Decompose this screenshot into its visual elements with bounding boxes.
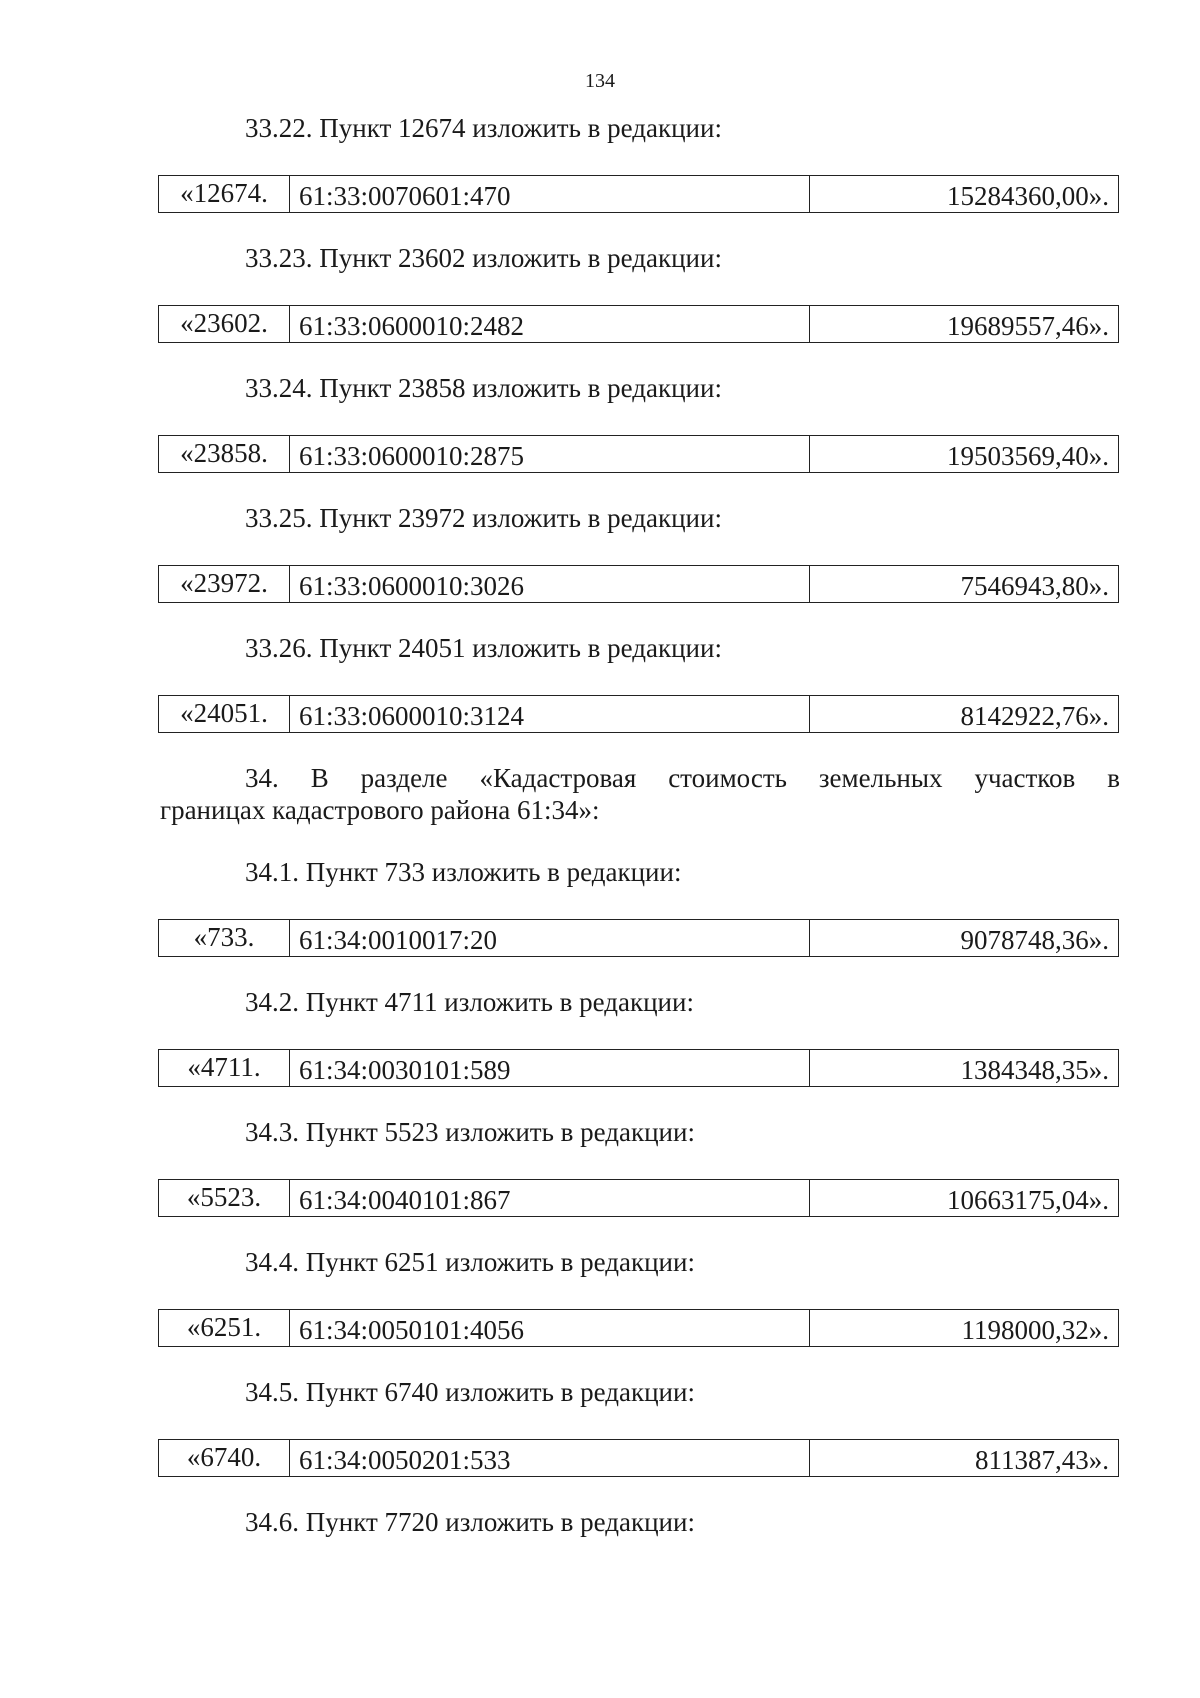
amendment-block xyxy=(160,856,1120,957)
amendment-block xyxy=(160,372,1120,473)
amendment-heading: 33.25. Пункт 23972 изложить в редакции: xyxy=(245,503,722,533)
cadastral-value: 19503569,40». xyxy=(810,436,1119,473)
amendment-block xyxy=(160,112,1120,213)
cadastral-number: 61:33:0600010:3124 xyxy=(290,696,810,733)
cadastral-number: 61:34:0050101:4056 xyxy=(290,1310,810,1347)
cadastral-value: 19689557,46». xyxy=(810,306,1119,343)
amendment-heading: 34.3. Пункт 5523 изложить в редакции: xyxy=(245,1117,695,1147)
amendment-table xyxy=(158,435,1119,473)
page-number: 134 xyxy=(585,70,615,92)
cadastral-number: 61:34:0040101:867 xyxy=(290,1180,810,1217)
item-number: «4711. xyxy=(159,1050,290,1087)
amendment-table xyxy=(158,305,1119,343)
item-number: «23602. xyxy=(159,306,290,343)
table-row xyxy=(159,920,1119,957)
item-number: «733. xyxy=(159,920,290,957)
amendment-heading: 33.22. Пункт 12674 изложить в редакции: xyxy=(245,113,722,143)
amendment-heading: 33.23. Пункт 23602 изложить в редакции: xyxy=(245,243,722,273)
table-row xyxy=(159,1180,1119,1217)
table-row xyxy=(159,436,1119,473)
amendment-table xyxy=(158,1309,1119,1347)
amendment-table xyxy=(158,919,1119,957)
cadastral-value: 10663175,04». xyxy=(810,1180,1119,1217)
item-number: «24051. xyxy=(159,696,290,733)
cadastral-value: 1198000,32». xyxy=(810,1310,1119,1347)
amendment-block xyxy=(160,632,1120,733)
amendment-heading: 34.6. Пункт 7720 изложить в редакции: xyxy=(245,1507,695,1537)
amendment-table xyxy=(158,1049,1119,1087)
amendment-heading: 34.5. Пункт 6740 изложить в редакции: xyxy=(245,1377,695,1407)
amendment-heading: 33.26. Пункт 24051 изложить в редакции: xyxy=(245,633,722,663)
amendment-table xyxy=(158,1439,1119,1477)
cadastral-number: 61:33:0600010:2482 xyxy=(290,306,810,343)
document-body xyxy=(160,112,1120,1538)
item-number: «23972. xyxy=(159,566,290,603)
section-34-line-1: 34. В разделе «Кадастровая стоимость земельных участков в xyxy=(245,763,1120,793)
cadastral-number: 61:33:0070601:470 xyxy=(290,176,810,213)
cadastral-number: 61:33:0600010:3026 xyxy=(290,566,810,603)
amendment-block xyxy=(160,986,1120,1087)
table-row xyxy=(159,1310,1119,1347)
amendment-table xyxy=(158,1179,1119,1217)
cadastral-value: 1384348,35». xyxy=(810,1050,1119,1087)
cadastral-value: 7546943,80». xyxy=(810,566,1119,603)
amendment-table xyxy=(158,175,1119,213)
table-row xyxy=(159,1440,1119,1477)
cadastral-number: 61:34:0010017:20 xyxy=(290,920,810,957)
table-row xyxy=(159,1050,1119,1087)
cadastral-number: 61:33:0600010:2875 xyxy=(290,436,810,473)
section-34-line-2: границах кадастрового района 61:34»: xyxy=(160,795,600,825)
item-number: «5523. xyxy=(159,1180,290,1217)
amendment-block xyxy=(160,502,1120,603)
amendment-block xyxy=(160,1246,1120,1347)
table-row xyxy=(159,176,1119,213)
amendment-block xyxy=(160,1376,1120,1477)
amendment-heading: 34.4. Пункт 6251 изложить в редакции: xyxy=(245,1247,695,1277)
item-number: «12674. xyxy=(159,176,290,213)
table-row xyxy=(159,306,1119,343)
amendment-block xyxy=(160,242,1120,343)
cadastral-value: 9078748,36». xyxy=(810,920,1119,957)
amendment-table xyxy=(158,695,1119,733)
cadastral-value: 811387,43». xyxy=(810,1440,1119,1477)
item-number: «6251. xyxy=(159,1310,290,1347)
item-number: «6740. xyxy=(159,1440,290,1477)
item-number: «23858. xyxy=(159,436,290,473)
amendment-heading: 34.1. Пункт 733 изложить в редакции: xyxy=(245,857,682,887)
cadastral-value: 8142922,76». xyxy=(810,696,1119,733)
amendment-table xyxy=(158,565,1119,603)
table-row xyxy=(159,696,1119,733)
amendment-heading: 33.24. Пункт 23858 изложить в редакции: xyxy=(245,373,722,403)
amendment-heading: 34.2. Пункт 4711 изложить в редакции: xyxy=(245,987,694,1017)
table-row xyxy=(159,566,1119,603)
cadastral-value: 15284360,00». xyxy=(810,176,1119,213)
cadastral-number: 61:34:0030101:589 xyxy=(290,1050,810,1087)
amendment-block xyxy=(160,1116,1120,1217)
section-34-paragraph xyxy=(160,762,1120,826)
cadastral-number: 61:34:0050201:533 xyxy=(290,1440,810,1477)
